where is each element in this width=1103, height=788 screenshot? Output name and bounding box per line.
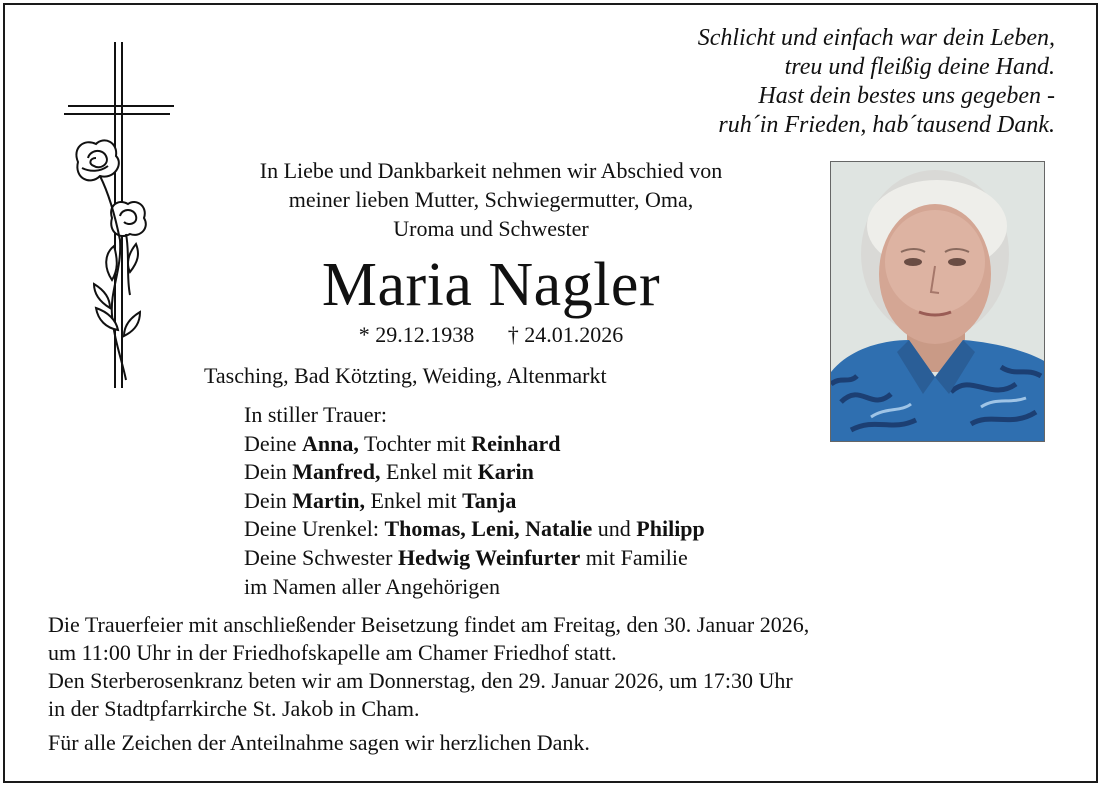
mourners-heading: In stiller Trauer: — [244, 402, 387, 427]
birth-date: * 29.12.1938 — [358, 322, 475, 347]
info-line: in der Stadtpfarrkirche St. Jakob in Cham. — [48, 696, 420, 721]
mourner-line: Deine Anna, Tochter mit Reinhard — [244, 430, 561, 456]
info-line: Die Trauerfeier mit anschließender Beisetzung findet am Freitag, den 30. Januar 2026, — [48, 612, 810, 637]
info-line: Den Sterberosenkranz beten wir am Donnerstag, den 29. Januar 2026, um 17:30 Uhr — [48, 668, 793, 693]
intro-line: meiner lieben Mutter, Schwiegermutter, Oma, — [288, 187, 694, 212]
portrait-photo — [830, 161, 1045, 442]
cross-with-roses-icon — [60, 40, 180, 395]
intro-line: Uroma und Schwester — [393, 216, 589, 241]
mourner-line: Dein Martin, Enkel mit Tanja — [244, 487, 517, 513]
poem-line: Hast dein bestes uns gegeben - — [758, 83, 1055, 109]
thanks-line: Für alle Zeichen der Anteilnahme sagen wir herzlichen Dank. — [48, 730, 590, 755]
death-date: † 24.01.2026 — [507, 322, 624, 347]
mourner-line: Deine Schwester Hedwig Weinfurter mit Familie — [244, 544, 688, 570]
places: Tasching, Bad Kötzting, Weiding, Altenmarkt — [204, 363, 607, 388]
intro-text — [196, 156, 786, 243]
poem — [698, 24, 1055, 140]
intro-line: In Liebe und Dankbarkeit nehmen wir Abschied von — [259, 158, 723, 183]
poem-line: treu und fleißig deine Hand. — [784, 54, 1055, 80]
portrait-image — [831, 162, 1045, 442]
mourners-closing: im Namen aller Angehörigen — [244, 573, 500, 599]
mourner-line: Deine Urenkel: Thomas, Leni, Natalie und Philipp — [244, 516, 705, 542]
deceased-name: Maria Nagler — [321, 251, 661, 319]
life-dates — [196, 320, 786, 350]
poem-line: ruh´in Frieden, hab´tausend Dank. — [718, 112, 1055, 138]
info-line: um 11:00 Uhr in der Friedhofskapelle am Chamer Friedhof statt. — [48, 640, 617, 665]
ceremony-info — [48, 611, 809, 723]
mourner-line: Dein Manfred, Enkel mit Karin — [244, 459, 534, 485]
mourners-list — [244, 401, 705, 601]
poem-line: Schlicht und einfach war dein Leben, — [697, 25, 1055, 51]
